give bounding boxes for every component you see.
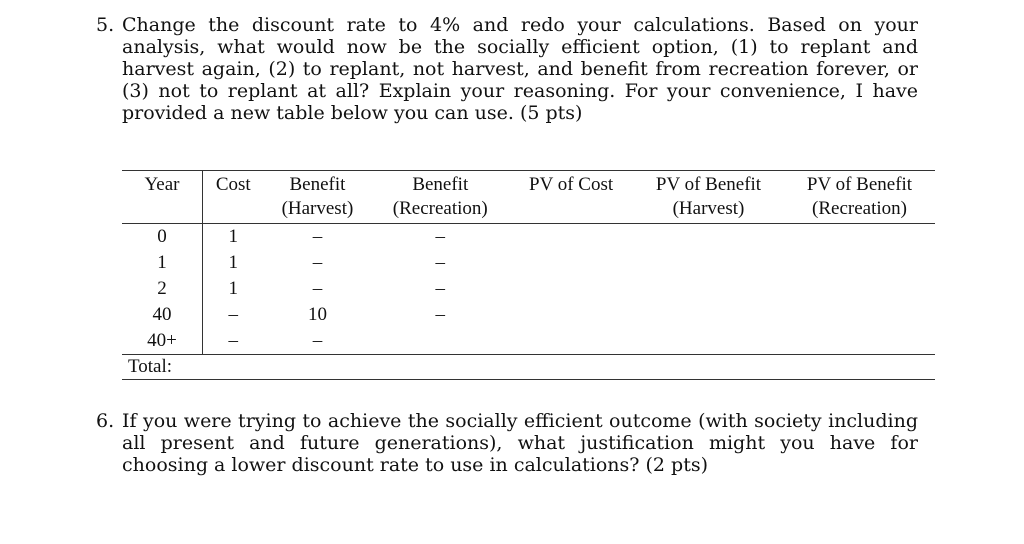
cell-pv-cost bbox=[509, 302, 633, 328]
cell-year: 40+ bbox=[122, 328, 203, 355]
cell-cost: 1 bbox=[228, 252, 238, 273]
cell-pv-cost bbox=[509, 250, 633, 276]
cell-benefit-harvest: – bbox=[312, 226, 323, 247]
cell-benefit-harvest: – bbox=[312, 330, 323, 351]
cell-pv-benefit-recreation bbox=[784, 224, 935, 251]
subheader-cost bbox=[203, 197, 264, 224]
cell-cost: 1 bbox=[228, 226, 238, 247]
subheader-benefit-recreation: (Recreation) bbox=[371, 197, 509, 224]
cell-benefit-recreation: – bbox=[435, 252, 446, 273]
table-subheader-row bbox=[122, 197, 935, 224]
cell-pv-benefit-harvest bbox=[633, 302, 784, 328]
cell-benefit-harvest: 10 bbox=[307, 304, 327, 325]
cell-pv-benefit-recreation bbox=[784, 328, 935, 355]
cell-pv-benefit-harvest bbox=[633, 276, 784, 302]
subheader-year bbox=[122, 197, 203, 224]
cell-cost: 1 bbox=[228, 278, 238, 299]
cell-benefit-recreation: – bbox=[435, 226, 446, 247]
cell-cost: – bbox=[228, 330, 238, 351]
total-pv-benefit-recreation bbox=[784, 355, 935, 380]
cell-pv-cost bbox=[509, 328, 633, 355]
cell-pv-benefit-recreation bbox=[784, 250, 935, 276]
total-pv-cost bbox=[509, 355, 633, 380]
table-total-row bbox=[122, 355, 935, 380]
cell-year: 40 bbox=[122, 302, 203, 328]
table-row bbox=[122, 302, 935, 328]
total-benefit-harvest bbox=[264, 355, 372, 380]
total-pv-benefit-harvest bbox=[633, 355, 784, 380]
cell-year: 2 bbox=[122, 276, 203, 302]
cell-benefit-recreation: – bbox=[435, 278, 446, 299]
cell-year: 0 bbox=[122, 224, 203, 251]
question-6-text: If you were trying to achieve the socially efficient outcome (with society including all present and future generations), what justification might you have for choosing a lower discount rate to use in calculations? (2 pts) bbox=[122, 410, 918, 476]
header-pv-cost: PV of Cost bbox=[509, 171, 633, 198]
total-benefit-recreation bbox=[371, 355, 509, 380]
total-label: Total: bbox=[122, 355, 203, 380]
cell-pv-cost bbox=[509, 276, 633, 302]
subheader-benefit-harvest: (Harvest) bbox=[264, 197, 372, 224]
header-pv-benefit-recreation: PV of Benefit bbox=[784, 171, 935, 198]
cell-pv-benefit-harvest bbox=[633, 224, 784, 251]
cell-benefit-harvest: – bbox=[312, 278, 323, 299]
cell-benefit-recreation: – bbox=[435, 304, 446, 325]
table-row bbox=[122, 328, 935, 355]
table-row bbox=[122, 250, 935, 276]
header-pv-benefit-harvest: PV of Benefit bbox=[633, 171, 784, 198]
question-5-text: Change the discount rate to 4% and redo your calculations. Based on your analysis, what would now be the socially efficient option, (1) to replant and harvest again, (2) to replant, not harvest, and benefit from recreation forever, or (3) not to replant at all? Explain your reasoning. For your convenience, I have provided a new table below you can use. (5 pts) bbox=[122, 14, 918, 124]
header-cost: Cost bbox=[203, 171, 264, 198]
cell-year: 1 bbox=[122, 250, 203, 276]
cell-pv-benefit-harvest bbox=[633, 328, 784, 355]
question-6 bbox=[96, 410, 918, 476]
present-value-table bbox=[122, 170, 935, 380]
header-benefit-harvest: Benefit bbox=[264, 171, 372, 198]
cell-benefit-harvest: – bbox=[312, 252, 323, 273]
cell-pv-benefit-harvest bbox=[633, 250, 784, 276]
table-header-row bbox=[122, 171, 935, 198]
header-benefit-recreation: Benefit bbox=[371, 171, 509, 198]
question-6-number: 6. bbox=[96, 410, 115, 432]
cell-pv-benefit-recreation bbox=[784, 276, 935, 302]
subheader-pv-benefit-harvest: (Harvest) bbox=[633, 197, 784, 224]
cell-cost: – bbox=[228, 304, 238, 325]
subheader-pv-cost bbox=[509, 197, 633, 224]
question-5 bbox=[96, 14, 918, 124]
subheader-pv-benefit-recreation: (Recreation) bbox=[784, 197, 935, 224]
total-cost bbox=[203, 355, 264, 380]
cell-pv-benefit-recreation bbox=[784, 302, 935, 328]
table-row bbox=[122, 224, 935, 251]
cell-pv-cost bbox=[509, 224, 633, 251]
cell-benefit-recreation bbox=[371, 328, 509, 355]
header-year: Year bbox=[122, 171, 203, 198]
question-5-number: 5. bbox=[96, 14, 115, 36]
table-row bbox=[122, 276, 935, 302]
